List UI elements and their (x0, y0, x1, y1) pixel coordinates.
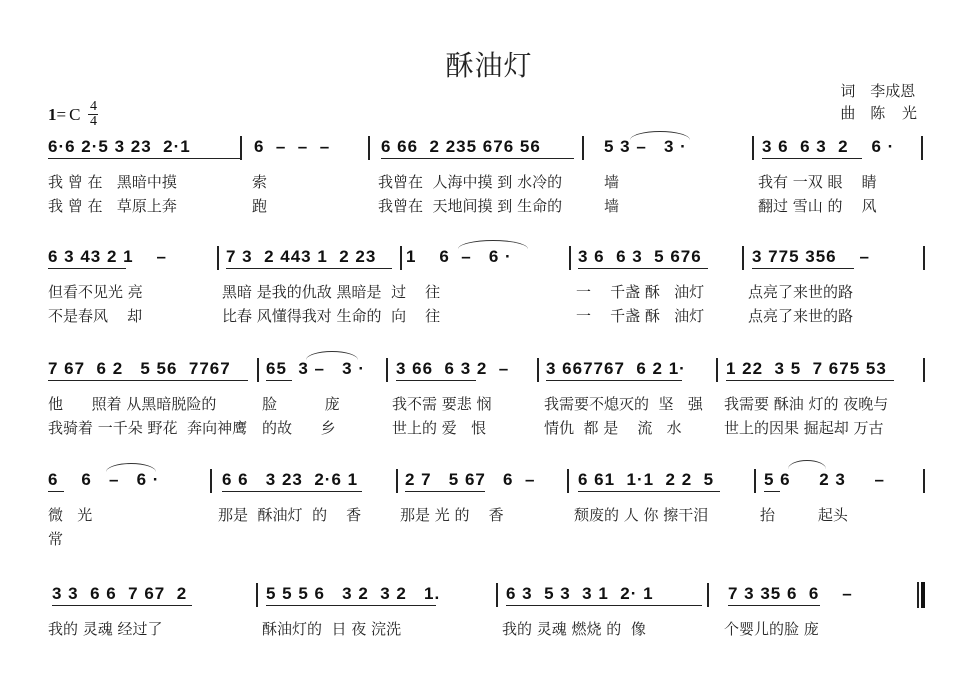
bar-line (257, 358, 259, 382)
tie-arc (788, 460, 826, 469)
lyric-verse-2: 常 (48, 530, 64, 548)
measure-notes: 7 3 2 443 1 2 23 (226, 247, 377, 266)
beam-underline (762, 158, 862, 159)
bar-line (496, 583, 498, 607)
final-bar-thick (921, 582, 925, 608)
beam-underline (726, 380, 894, 381)
beam-underline (728, 605, 820, 606)
measure-notes: 3 6 6 3 5 676 (578, 247, 702, 266)
lyric-verse-2: 世上的因果 掘起却 万古 (724, 419, 884, 437)
bar-line (256, 583, 258, 607)
measure-notes: 6 3 5 3 3 1 2· 1 (506, 584, 654, 603)
lyric-verse-1: 一 千盏 酥 油灯 (576, 283, 705, 301)
credits (840, 80, 923, 124)
lyricist-credit (840, 80, 923, 102)
bar-line (754, 469, 756, 493)
bar-line (400, 246, 402, 270)
key-letter: C (69, 104, 81, 124)
key-tonic: 1 (48, 104, 57, 124)
beam-underline (546, 380, 682, 381)
tie-arc (106, 463, 156, 472)
lyric-verse-1: 微 光 (48, 506, 93, 524)
beam-underline (578, 491, 720, 492)
bar-line (716, 358, 718, 382)
measure-notes: 6 6 – 6 · (48, 470, 160, 489)
beam-underline (48, 380, 248, 381)
lyric-verse-2: 我曾在 天地间摸 到 生命的 (378, 197, 563, 215)
composer-credit (840, 102, 923, 124)
beam-underline (405, 491, 485, 492)
beam-underline (396, 380, 476, 381)
measure-notes: 5 3 – 3 · (604, 137, 687, 156)
beam-underline (48, 158, 240, 159)
music-label: 曲 (840, 104, 856, 122)
bar-line (569, 246, 571, 270)
measure-notes: 6 61 1·1 2 2 5 (578, 470, 715, 489)
bar-line (923, 469, 925, 493)
lyric-verse-1: 但看不见光 亮 (48, 283, 143, 301)
bar-line (707, 583, 709, 607)
lyrics-label: 词 (840, 82, 856, 100)
lyric-verse-1: 我曾在 人海中摸 到 水冷的 (378, 173, 563, 191)
bar-line (923, 358, 925, 382)
measure-notes: 3 775 356 – (752, 247, 870, 266)
beam-underline (381, 158, 574, 159)
measure-notes: 7 67 6 2 5 56 7767 (48, 359, 231, 378)
tie-arc (630, 131, 690, 140)
lyric-verse-1: 我 曾 在 黑暗中摸 (48, 173, 177, 191)
bar-line (537, 358, 539, 382)
measure-notes: 6 6 3 23 2·6 1 (222, 470, 359, 489)
lyric-verse-2: 一 千盏 酥 油灯 (576, 307, 705, 325)
lyric-verse-2: 翻过 雪山 的 风 (758, 197, 877, 215)
lyric-verse-2: 我 曾 在 草原上奔 (48, 197, 177, 215)
lyric-verse-2: 我骑着 一千朵 野花 奔向神鹰 (48, 419, 248, 437)
measure-notes: 3 6 6 3 2 6 · (762, 137, 895, 156)
lyric-verse-1: 脸 庞 (262, 395, 340, 413)
measure-notes: 6·6 2·5 3 23 2·1 (48, 137, 191, 156)
bar-line (396, 469, 398, 493)
lyric-verse-1: 颓废的 人 你 擦干泪 (574, 506, 709, 524)
bar-line (240, 136, 242, 160)
lyric-verse-2: 点亮了来世的路 (748, 307, 854, 325)
beam-underline (578, 268, 708, 269)
beam-underline (764, 491, 780, 492)
lyric-verse-1: 我的 灵魂 燃烧 的 像 (502, 620, 646, 638)
lyric-verse-2: 的故 乡 (262, 419, 336, 437)
measure-notes: 5 5 5 6 3 2 3 2 1. (266, 584, 441, 603)
bar-line (386, 358, 388, 382)
composer-name: 陈 光 (870, 104, 923, 122)
lyric-verse-1: 点亮了来世的路 (748, 283, 854, 301)
measure-notes: 3 66 6 3 2 – (396, 359, 510, 378)
lyric-verse-2: 跑 (252, 197, 268, 215)
beam-underline (266, 605, 436, 606)
key-equals: = (56, 104, 67, 124)
lyricist-name: 李成恩 (870, 82, 916, 100)
measure-notes: 5 6 2 3 – (764, 470, 885, 489)
time-numerator: 4 (89, 99, 97, 114)
lyric-verse-1: 我的 灵魂 经过了 (48, 620, 163, 638)
bar-line (217, 246, 219, 270)
lyric-verse-1: 那是 光 的 香 (400, 506, 504, 524)
beam-underline (752, 268, 854, 269)
beam-underline (266, 380, 292, 381)
measure-notes: 6 66 2 235 676 56 (381, 137, 541, 156)
measure-notes: 6 3 43 2 1 – (48, 247, 167, 266)
key-signature (48, 100, 98, 129)
final-bar-thin (917, 582, 919, 608)
lyric-verse-2: 世上的 爱 恨 (392, 419, 487, 437)
tie-arc (306, 351, 358, 360)
song-title: 酥油灯 (445, 49, 533, 82)
measure-notes: 3 667767 6 2 1· (546, 359, 686, 378)
lyric-verse-2: 情仇 都 是 流 水 (544, 419, 682, 437)
time-denominator: 4 (89, 114, 97, 129)
bar-line (923, 246, 925, 270)
lyric-verse-1: 抬 起头 (760, 506, 848, 524)
bar-line (742, 246, 744, 270)
lyric-verse-1: 酥油灯的 日 夜 浣洗 (262, 620, 402, 638)
beam-underline (506, 605, 702, 606)
measure-notes: 3 3 6 6 7 67 2 (52, 584, 188, 603)
measure-notes: 1 22 3 5 7 675 53 (726, 359, 887, 378)
lyric-verse-1: 我需要 酥油 灯的 夜晚与 (724, 395, 889, 413)
measure-notes: 65 3 – 3 · (266, 359, 365, 378)
lyric-verse-1: 我有 一双 眼 睛 (758, 173, 877, 191)
bar-line (368, 136, 370, 160)
measure-notes: 6 – – – (254, 137, 331, 156)
lyric-verse-1: 我不需 要悲 悯 (392, 395, 492, 413)
lyric-verse-2: 不是春风 却 (48, 307, 143, 325)
lyric-verse-1: 他 照着 从黑暗脱险的 (48, 395, 217, 413)
beam-underline (48, 491, 64, 492)
lyric-verse-1: 我需要不熄灭的 坚 强 (544, 395, 703, 413)
beam-underline (48, 268, 126, 269)
measure-notes: 7 3 35 6 6 – (728, 584, 853, 603)
bar-line (582, 136, 584, 160)
lyric-verse-1: 索 (252, 173, 268, 191)
bar-line (752, 136, 754, 160)
beam-underline (52, 605, 192, 606)
lyric-verse-2: 比春 风懂得我对 生命的 向 往 (222, 307, 441, 325)
beam-underline (226, 268, 392, 269)
lyric-verse-1: 那是 酥油灯 的 香 (218, 506, 362, 524)
measure-notes: 2 7 5 67 6 – (405, 470, 536, 489)
bar-line (921, 136, 923, 160)
lyric-verse-1: 个婴儿的脸 庞 (724, 620, 819, 638)
beam-underline (222, 491, 362, 492)
lyric-verse-2: 墙 (604, 197, 620, 215)
lyric-verse-1: 墙 (604, 173, 620, 191)
tie-arc (458, 240, 528, 249)
time-signature (88, 100, 98, 129)
lyric-verse-1: 黑暗 是我的仇敌 黑暗是 过 往 (222, 283, 441, 301)
bar-line (567, 469, 569, 493)
measure-notes: 1 6 – 6 · (406, 247, 512, 266)
bar-line (210, 469, 212, 493)
